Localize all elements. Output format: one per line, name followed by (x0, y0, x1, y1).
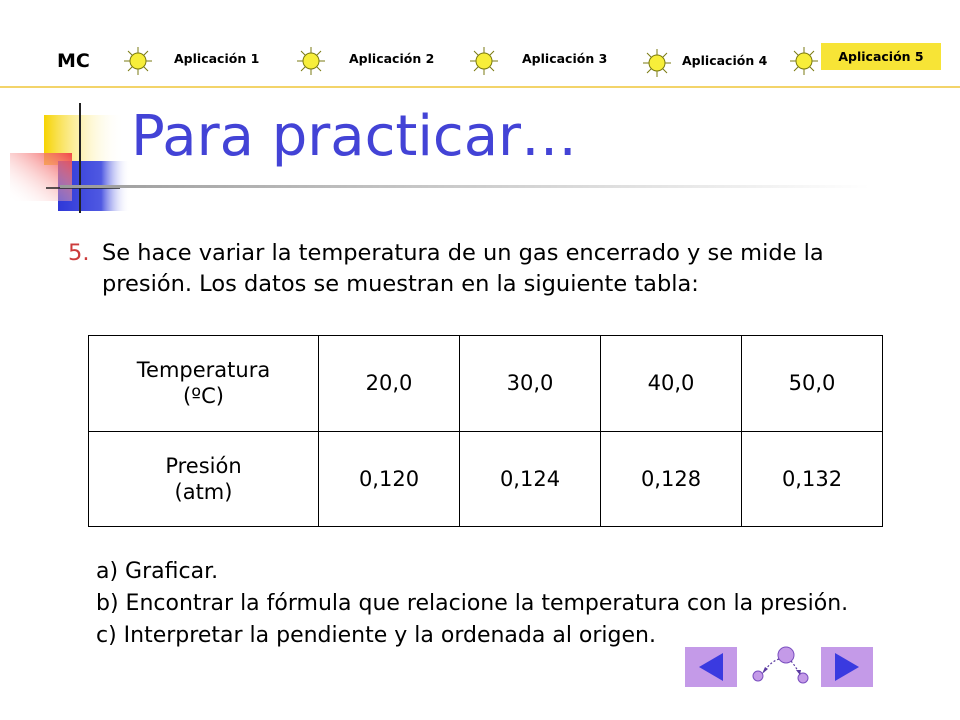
table-cell: 0,124 (460, 431, 601, 527)
nav-aplicacion-5-current[interactable]: Aplicación 5 (821, 43, 941, 70)
page-title: Para practicar… (131, 104, 578, 169)
arrow-left-icon (685, 647, 737, 687)
sun-icon[interactable] (123, 46, 153, 76)
sun-icon[interactable] (789, 46, 819, 76)
problem-number: 5. (68, 240, 90, 266)
next-button[interactable] (821, 647, 873, 687)
arrow-right-icon (821, 647, 873, 687)
data-table (88, 335, 883, 527)
nav-aplicacion-2[interactable]: Aplicación 2 (349, 51, 435, 66)
problem-line-2: presión. Los datos se muestran en la siguiente tabla: (102, 271, 699, 297)
table-cell: 0,120 (319, 431, 460, 527)
return-icon[interactable] (748, 640, 812, 688)
table-row-pressure (89, 431, 883, 527)
table-cell: 0,128 (601, 431, 742, 527)
previous-button[interactable] (685, 647, 737, 687)
row-unit: (atm) (174, 479, 233, 504)
row-header-temperature (89, 336, 319, 432)
nav-aplicacion-4[interactable]: Aplicación 4 (682, 53, 768, 68)
home-link-mc[interactable]: MC (57, 50, 90, 72)
header-divider (0, 86, 960, 88)
question-c: c) Interpretar la pendiente y la ordenada al origen. (96, 623, 656, 648)
problem-line-1: Se hace variar la temperatura de un gas encerrado y se mide la (102, 240, 824, 266)
problem-statement (68, 238, 928, 300)
table-cell: 50,0 (742, 336, 883, 432)
question-a: a) Graficar. (96, 559, 219, 584)
row-label: Presión (165, 453, 242, 478)
nav-aplicacion-3[interactable]: Aplicación 3 (522, 51, 608, 66)
table-cell: 40,0 (601, 336, 742, 432)
nav-aplicacion-1[interactable]: Aplicación 1 (174, 51, 260, 66)
table-cell: 30,0 (460, 336, 601, 432)
sun-icon[interactable] (469, 46, 499, 76)
table-row-temperature (89, 336, 883, 432)
row-header-pressure (89, 431, 319, 527)
sun-icon[interactable] (642, 48, 672, 78)
row-unit: (ºC) (183, 384, 224, 409)
question-b: b) Encontrar la fórmula que relacione la temperatura con la presión. (96, 591, 849, 616)
title-underline (60, 185, 870, 188)
table-cell: 20,0 (319, 336, 460, 432)
row-label: Temperatura (136, 358, 271, 383)
sun-icon[interactable] (296, 46, 326, 76)
decorative-blocks (0, 95, 140, 215)
table-cell: 0,132 (742, 431, 883, 527)
